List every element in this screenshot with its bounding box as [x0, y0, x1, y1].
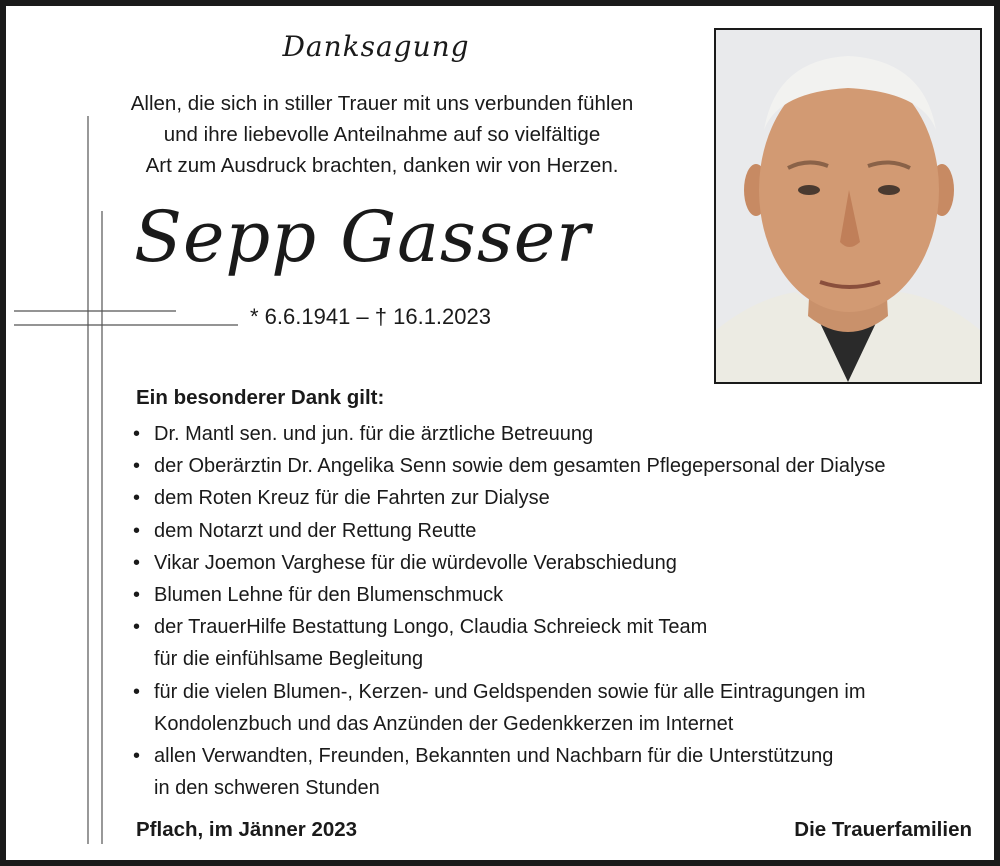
intro-text	[102, 88, 662, 181]
thanks-list	[133, 418, 993, 804]
bullet-icon: •	[133, 423, 141, 445]
list-item-text: in den schweren Stunden	[154, 777, 380, 800]
list-item-text: für die einfühlsame Begleitung	[154, 648, 424, 671]
list-item-text: der Oberärztin Dr. Angelika Senn sowie dem gesamten Pflegepersonal der Dialyse	[154, 455, 886, 478]
list-item	[133, 515, 993, 547]
list-item	[133, 547, 993, 579]
list-item-text: Blumen Lehne für den Blumenschmuck	[154, 584, 504, 607]
list-item-text: allen Verwandten, Freunden, Bekannten und Nachbarn für die Unterstützung	[154, 745, 834, 768]
bullet-icon: •	[133, 487, 141, 510]
list-item	[133, 611, 993, 675]
list-item	[133, 482, 993, 514]
intro-line: Art zum Ausdruck brachten, danken wir von Herzen.	[145, 154, 619, 177]
bullet-icon: •	[133, 680, 141, 703]
list-item	[133, 676, 993, 740]
deceased-name: Sepp Gasser	[134, 196, 591, 278]
list-item	[133, 579, 993, 611]
list-item-text: der TrauerHilfe Bestattung Longo, Claudia Schreieck mit Team	[154, 616, 708, 639]
portrait-photo	[714, 28, 982, 384]
list-item	[133, 418, 993, 450]
list-item-text: Kondolenzbuch und das Anzünden der Gedenkkerzen im Internet	[154, 712, 734, 735]
intro-line: und ihre liebevolle Anteilnahme auf so vielfältige	[163, 123, 601, 146]
bullet-icon: •	[133, 584, 141, 607]
bullet-icon: •	[133, 745, 141, 768]
list-item-text: dem Roten Kreuz für die Fahrten zur Dialyse	[154, 487, 550, 510]
intro-line: Allen, die sich in stiller Trauer mit uns verbunden fühlen	[130, 92, 634, 115]
list-item-text: Vikar Joemon Varghese für die würdevolle Verabschiedung	[154, 551, 677, 574]
bullet-icon: •	[133, 519, 141, 542]
thanks-title: Ein besonderer Dank gilt:	[136, 386, 385, 409]
signature: Die Trauerfamilien	[794, 818, 972, 841]
list-item-text: Dr. Mantl sen. und jun. für die ärztliche Betreuung	[154, 423, 594, 445]
life-dates: * 6.6.1941 – † 16.1.2023	[250, 304, 491, 329]
place-date: Pflach, im Jänner 2023	[136, 818, 358, 841]
list-item-text: dem Notarzt und der Rettung Reutte	[154, 519, 477, 542]
list-item-text: für die vielen Blumen-, Kerzen- und Geldspenden sowie für alle Eintragungen im	[154, 680, 866, 703]
bullet-icon: •	[133, 616, 141, 639]
list-item	[133, 450, 993, 482]
bullet-icon: •	[133, 551, 141, 574]
bullet-icon: •	[133, 455, 141, 478]
heading: Danksagung	[282, 30, 470, 63]
list-item	[133, 740, 993, 804]
